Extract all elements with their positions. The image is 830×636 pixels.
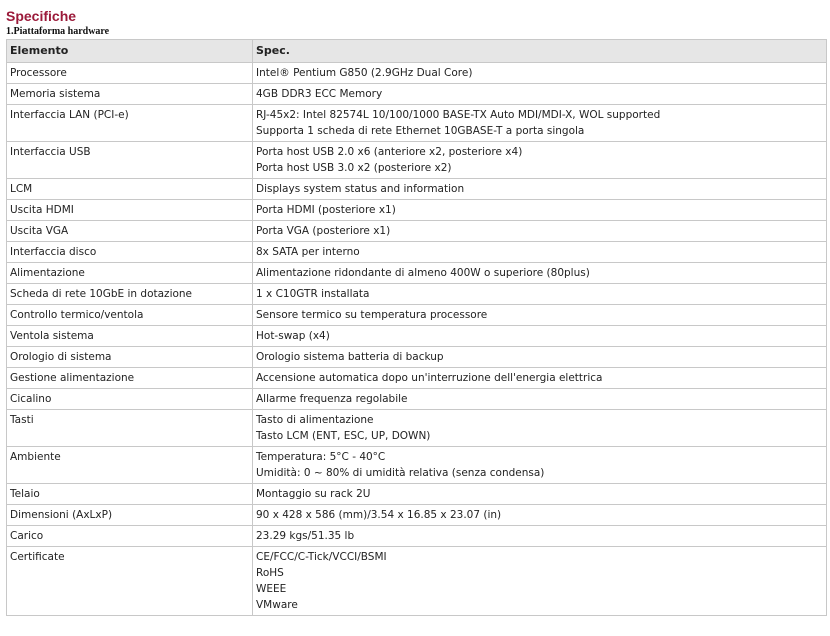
row-spec-cell (253, 179, 827, 200)
spec-line: Tasto LCM (ENT, ESC, UP, DOWN) (256, 430, 431, 442)
spec-line: Porta HDMI (posteriore x1) (256, 204, 396, 216)
table-row (7, 179, 827, 200)
table-row (7, 368, 827, 389)
row-item-label: Orologio di sistema (7, 347, 253, 368)
row-item-label: LCM (7, 179, 253, 200)
row-spec-cell (253, 200, 827, 221)
spec-line: WEEE (256, 583, 287, 595)
row-item-label: Interfaccia disco (7, 242, 253, 263)
row-item-label: Uscita VGA (7, 221, 253, 242)
row-item-label: Uscita HDMI (7, 200, 253, 221)
spec-line: Porta VGA (posteriore x1) (256, 225, 391, 237)
spec-table (6, 39, 827, 616)
row-spec-cell (253, 326, 827, 347)
row-spec-cell (253, 368, 827, 389)
spec-table-body (7, 63, 827, 616)
spec-line: CE/FCC/C-Tick/VCCI/BSMI (256, 551, 387, 563)
table-row (7, 221, 827, 242)
row-item-label: Carico (7, 526, 253, 547)
table-row (7, 484, 827, 505)
table-row (7, 526, 827, 547)
row-spec-cell (253, 142, 827, 179)
table-row (7, 200, 827, 221)
row-item-label: Ventola sistema (7, 326, 253, 347)
row-spec-cell (253, 347, 827, 368)
spec-line: Sensore termico su temperatura processore (256, 309, 488, 321)
section-subtitle: 1.Piattaforma hardware (6, 26, 110, 37)
row-spec-cell (253, 484, 827, 505)
row-item-label: Certificate (7, 547, 253, 616)
header-spec: Spec. (253, 40, 827, 63)
row-item-label: Processore (7, 63, 253, 84)
page-title: Specifiche (6, 8, 77, 24)
table-row (7, 326, 827, 347)
header-element: Elemento (7, 40, 253, 63)
table-row (7, 63, 827, 84)
row-item-label: Scheda di rete 10GbE in dotazione (7, 284, 253, 305)
row-item-label: Alimentazione (7, 263, 253, 284)
spec-line: Displays system status and information (256, 183, 465, 195)
row-item-label: Dimensioni (AxLxP) (7, 505, 253, 526)
spec-line: Umidità: 0 ~ 80% di umidità relativa (senza condensa) (256, 467, 545, 479)
row-spec-cell (253, 105, 827, 142)
row-item-label: Gestione alimentazione (7, 368, 253, 389)
spec-line: RJ-45x2: Intel 82574L 10/100/1000 BASE-TX Auto MDI/MDI-X, WOL supported (256, 109, 661, 121)
table-row (7, 242, 827, 263)
row-spec-cell (253, 505, 827, 526)
table-row (7, 410, 827, 447)
spec-line: Orologio sistema batteria di backup (256, 351, 444, 363)
spec-line: 90 x 428 x 586 (mm)/3.54 x 16.85 x 23.07 (in) (256, 509, 502, 521)
table-header-row (7, 40, 827, 63)
spec-line: Temperatura: 5°C - 40°C (256, 451, 386, 463)
spec-line: 1 x C10GTR installata (256, 288, 370, 300)
table-row (7, 105, 827, 142)
spec-line: VMware (256, 599, 298, 611)
row-spec-cell (253, 305, 827, 326)
table-row (7, 505, 827, 526)
spec-line: 4GB DDR3 ECC Memory (256, 88, 383, 100)
row-item-label: Interfaccia LAN (PCI-e) (7, 105, 253, 142)
row-item-label: Tasti (7, 410, 253, 447)
table-row (7, 284, 827, 305)
table-row (7, 84, 827, 105)
table-row (7, 142, 827, 179)
row-spec-cell (253, 284, 827, 305)
spec-line: Tasto di alimentazione (256, 414, 374, 426)
spec-line: Hot-swap (x4) (256, 330, 330, 342)
spec-line: 8x SATA per interno (256, 246, 360, 258)
row-item-label: Interfaccia USB (7, 142, 253, 179)
spec-line: Intel® Pentium G850 (2.9GHz Dual Core) (256, 67, 473, 79)
row-spec-cell (253, 63, 827, 84)
row-spec-cell (253, 263, 827, 284)
row-item-label: Telaio (7, 484, 253, 505)
spec-line: Supporta 1 scheda di rete Ethernet 10GBASE-T a porta singola (256, 125, 585, 137)
spec-line: RoHS (256, 567, 284, 579)
row-item-label: Controllo termico/ventola (7, 305, 253, 326)
row-item-label: Ambiente (7, 447, 253, 484)
table-row (7, 263, 827, 284)
row-spec-cell (253, 84, 827, 105)
row-item-label: Cicalino (7, 389, 253, 410)
row-spec-cell (253, 526, 827, 547)
row-spec-cell (253, 389, 827, 410)
table-row (7, 305, 827, 326)
spec-line: Porta host USB 2.0 x6 (anteriore x2, posteriore x4) (256, 146, 523, 158)
spec-line: 23.29 kgs/51.35 lb (256, 530, 355, 542)
spec-line: Allarme frequenza regolabile (256, 393, 408, 405)
spec-line: Porta host USB 3.0 x2 (posteriore x2) (256, 162, 452, 174)
table-row (7, 389, 827, 410)
spec-line: Accensione automatica dopo un'interruzione dell'energia elettrica (256, 372, 603, 384)
spec-line: Alimentazione ridondante di almeno 400W o superiore (80plus) (256, 267, 590, 279)
row-spec-cell (253, 447, 827, 484)
spec-line: Montaggio su rack 2U (256, 488, 371, 500)
table-row (7, 547, 827, 616)
row-spec-cell (253, 547, 827, 616)
table-row (7, 447, 827, 484)
row-spec-cell (253, 410, 827, 447)
row-spec-cell (253, 221, 827, 242)
table-row (7, 347, 827, 368)
row-item-label: Memoria sistema (7, 84, 253, 105)
row-spec-cell (253, 242, 827, 263)
